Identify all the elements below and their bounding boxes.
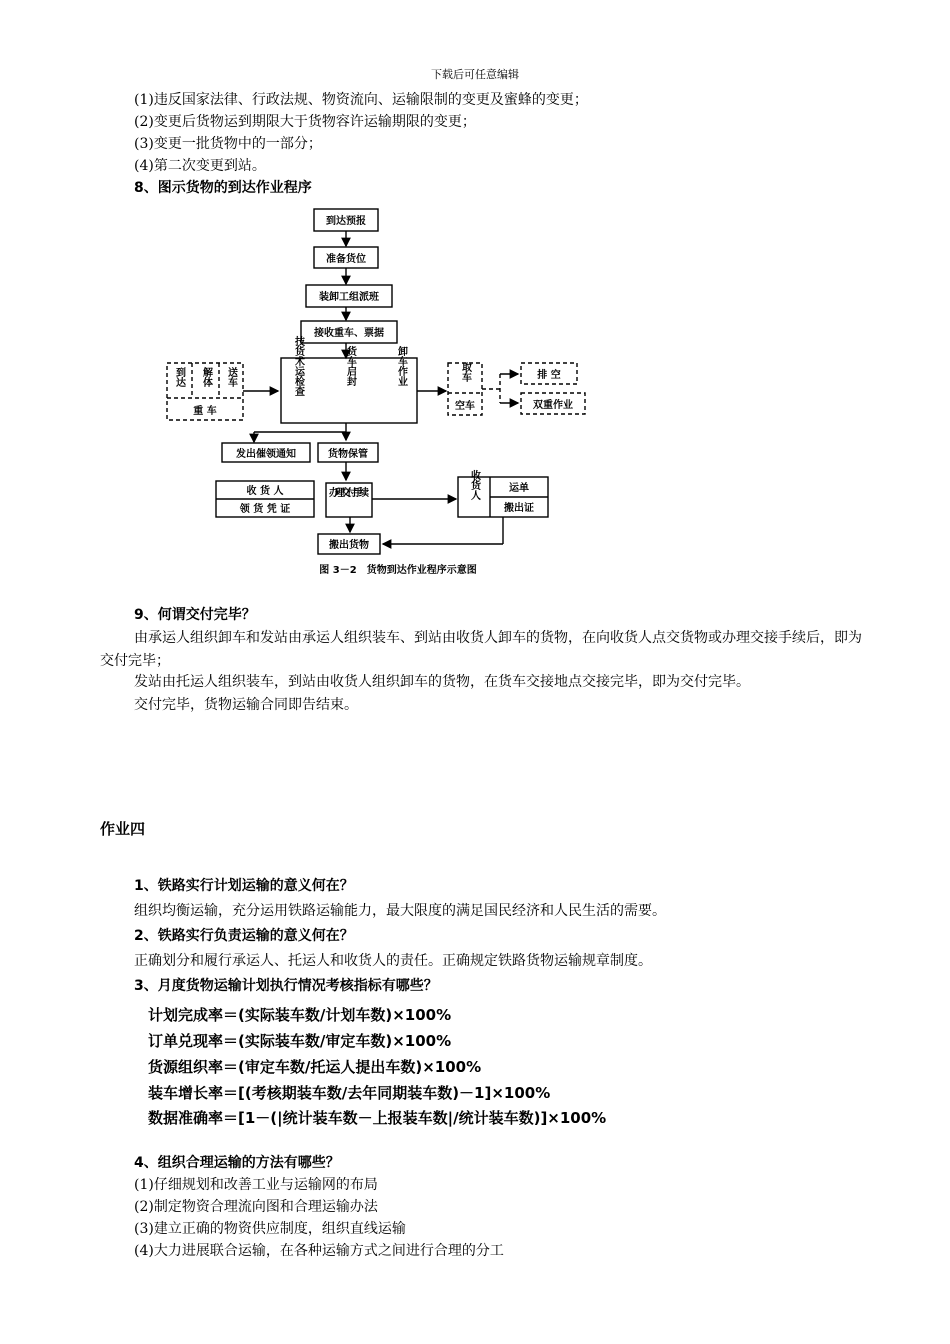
list-item: (2)制定物资合理流向图和合理运输办法 <box>134 1199 378 1215</box>
flow-label: 排 空 <box>537 370 561 381</box>
formula: 订单兑现率＝(实际装车数/审定车数)×100% <box>148 1032 452 1050</box>
flow-label: 办理交付手续 <box>329 488 369 499</box>
figure-caption: 图 3－2 货物到达作业程序示意图 <box>319 565 477 576</box>
flow-label: 取车 <box>459 362 471 382</box>
flow-label: 准备货位 <box>326 254 366 265</box>
list-item: (3)建立正确的物资供应制度，组织直线运输 <box>134 1221 406 1237</box>
question: 1、铁路实行计划运输的意义何在？ <box>134 878 354 894</box>
question-9: 9、何谓交付完毕？ <box>134 607 256 623</box>
flow-label: 解体 <box>200 367 212 387</box>
flow-label: 收货人 <box>468 470 480 500</box>
flow-label: 重 车 <box>193 406 217 417</box>
flow-label: 接收重车、票据 <box>314 328 384 339</box>
answer: 组织均衡运输，充分运用铁路运输能力，最大限度的满足国民经济和人民生活的需要。 <box>134 903 666 919</box>
flow-label: 收 货 人 <box>246 486 284 497</box>
flow-label: 装卸工组派班 <box>319 292 379 303</box>
answer-paragraph: 由承运人组织卸车和发站由承运人组织装车、到站由收货人卸车的货物，在向收货人点交货物或办理交接手续后，即为交付完毕； <box>100 630 862 669</box>
question: 4、组织合理运输的方法有哪些？ <box>134 1155 340 1171</box>
formula: 货源组织率＝(审定车数/托运人提出车数)×100% <box>148 1058 482 1076</box>
flow-label: 到达预报 <box>326 216 366 227</box>
question-8: 8、图示货物的到达作业程序 <box>134 180 312 196</box>
question: 3、月度货物运输计划执行情况考核指标有哪些？ <box>134 978 438 994</box>
flow-label: 搬出证 <box>504 503 534 514</box>
flow-label: 运单 <box>509 483 529 494</box>
list-item: (2)变更后货物运到期限大于货物容许运输期限的变更； <box>134 114 476 130</box>
list-item: (4)大力进展联合运输，在各种运输方式之间进行合理的分工 <box>134 1243 504 1259</box>
list-item: (1)违反国家法律、行政法规、物资流向、运输限制的变更及蜜蜂的变更； <box>134 92 588 108</box>
list-item: (3)变更一批货物中的一部分； <box>134 136 322 152</box>
flow-label: 空车 <box>455 401 475 412</box>
flow-label: 到达 <box>173 367 185 387</box>
list-item: (1)仔细规划和改善工业与运输网的布局 <box>134 1177 378 1193</box>
answer-paragraph: 交付完毕，货物运输合同即告结束。 <box>134 697 358 713</box>
list-item: (4)第二次变更到站。 <box>134 158 266 174</box>
formula: 计划完成率＝(实际装车数/计划车数)×100% <box>148 1006 452 1024</box>
question: 2、铁路实行负责运输的意义何在？ <box>134 928 354 944</box>
answer-paragraph: 发站由托运人组织装车，到站由收货人组织卸车的货物，在货车交接地点交接完毕，即为交付完毕。 <box>134 674 750 690</box>
flow-label: 技货术运检查 <box>292 336 304 396</box>
formula: 装车增长率＝[(考核期装车数/去年同期装车数)－1]×100% <box>148 1084 551 1102</box>
arrival-flowchart <box>160 200 600 585</box>
formula: 数据准确率＝[1－(|统计装车数－上报装车数|/统计装车数)]×100% <box>148 1109 607 1127</box>
flow-label: 领 货 凭 证 <box>239 504 291 515</box>
flow-label: 卸车作业 <box>395 346 407 386</box>
page-header: 下载后可任意编辑 <box>431 68 519 81</box>
flow-label: 双重作业 <box>533 400 573 411</box>
flow-label: 送车 <box>225 367 237 387</box>
flow-label: 货物保管 <box>328 449 368 460</box>
section-title: 作业四 <box>100 820 146 838</box>
flow-label: 搬出货物 <box>329 540 369 551</box>
flow-label: 发出催领通知 <box>236 449 296 460</box>
answer: 正确划分和履行承运人、托运人和收货人的责任。正确规定铁路货物运输规章制度。 <box>134 953 652 969</box>
flow-label: 货车启封 <box>344 346 356 386</box>
